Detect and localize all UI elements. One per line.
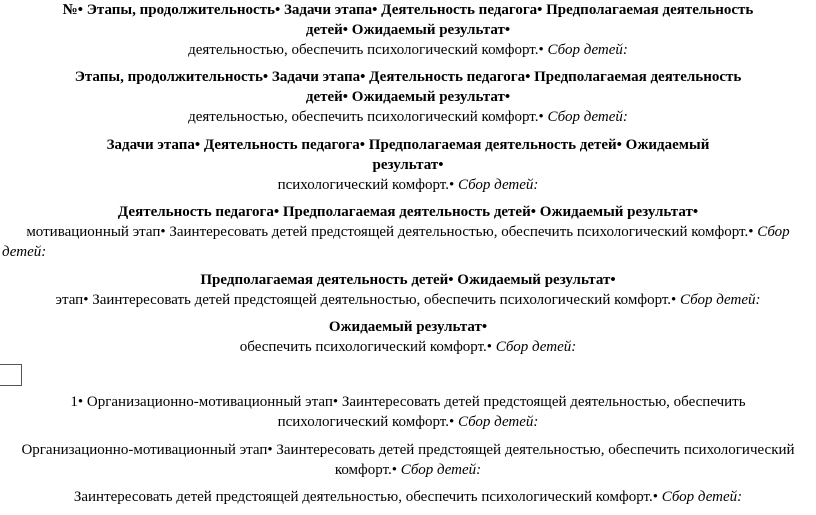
header-line: Этапы, продолжительность• Задачи этапа• Деятельность педагога• Предполагаемая деятельность [74, 69, 742, 85]
tail-text: Сбор [757, 224, 790, 240]
table-header-block-2 [0, 67, 816, 127]
tail-text: Сбор детей: [400, 462, 482, 478]
header-line: Задачи этапа• Деятельность педагога• Предполагаемая деятельность детей• Ожидаемый [106, 137, 710, 153]
body-text: обеспечить психологический комфорт.• [239, 339, 496, 355]
header-line: Деятельность педагога• Предполагаемая деятельность детей• Ожидаемый результат• [117, 204, 699, 220]
table-header-block-6 [0, 317, 816, 357]
table-header-block-4 [0, 202, 816, 262]
body-line [0, 40, 816, 60]
body-text: Заинтересовать детей предстоящей деятельностью, обеспечить психологический комфорт.• [73, 489, 662, 505]
body-text: этап• Заинтересовать детей предстоящей деятельностью, обеспечить психологический комфорт.• [55, 292, 681, 308]
tail-text: Сбор детей: [661, 489, 743, 505]
body-text: мотивационный этап• Заинтересовать детей предстоящей деятельностью, обеспечить психологический комфорт.• [26, 224, 758, 240]
tail-text: Сбор детей: [495, 339, 577, 355]
body-text: психологический комфорт.• [277, 414, 458, 430]
tail-text: детей: [2, 244, 47, 260]
body-text: деятельностью, обеспечить психологический комфорт.• [188, 42, 548, 58]
body-line [0, 290, 816, 310]
header-line: №• Этапы, продолжительность• Задачи этапа• Деятельность педагога• Предполагаемая деятельность [62, 2, 754, 18]
body-line [0, 487, 816, 507]
empty-cell-box [0, 364, 22, 386]
table-row-block-9 [0, 487, 816, 507]
tail-text: Сбор детей: [680, 292, 761, 308]
body-line [0, 222, 816, 242]
header-line: детей• Ожидаемый результат• [305, 89, 511, 105]
body-line [0, 107, 816, 127]
body-line [0, 175, 816, 195]
body-line [0, 242, 816, 262]
table-row-block-8 [0, 440, 816, 480]
body-line: 1• Организационно-мотивационный этап• Заинтересовать детей предстоящей деятельностью, обеспечить [70, 394, 746, 410]
body-text: психологический комфорт.• [277, 177, 458, 193]
body-line: Организационно-мотивационный этап• Заинтересовать детей предстоящей деятельностью, обеспечить психологический [21, 442, 795, 458]
tail-text: Сбор детей: [457, 414, 539, 430]
table-header-block-1 [0, 0, 816, 60]
header-line: результат• [372, 157, 444, 173]
body-line [0, 412, 816, 432]
body-line [0, 460, 816, 480]
tail-text: Сбор детей: [547, 109, 628, 125]
body-line [0, 337, 816, 357]
table-row-block-7 [0, 392, 816, 432]
header-line: Ожидаемый результат• [328, 319, 488, 335]
body-text: комфорт.• [334, 462, 401, 478]
table-header-block-5 [0, 270, 816, 310]
tail-text: Сбор детей: [547, 42, 628, 58]
tail-text: Сбор детей: [457, 177, 539, 193]
body-text: деятельностью, обеспечить психологический комфорт.• [188, 109, 548, 125]
header-line: Предполагаемая деятельность детей• Ожидаемый результат• [200, 272, 616, 288]
header-line: детей• Ожидаемый результат• [305, 22, 511, 38]
table-header-block-3 [0, 135, 816, 195]
